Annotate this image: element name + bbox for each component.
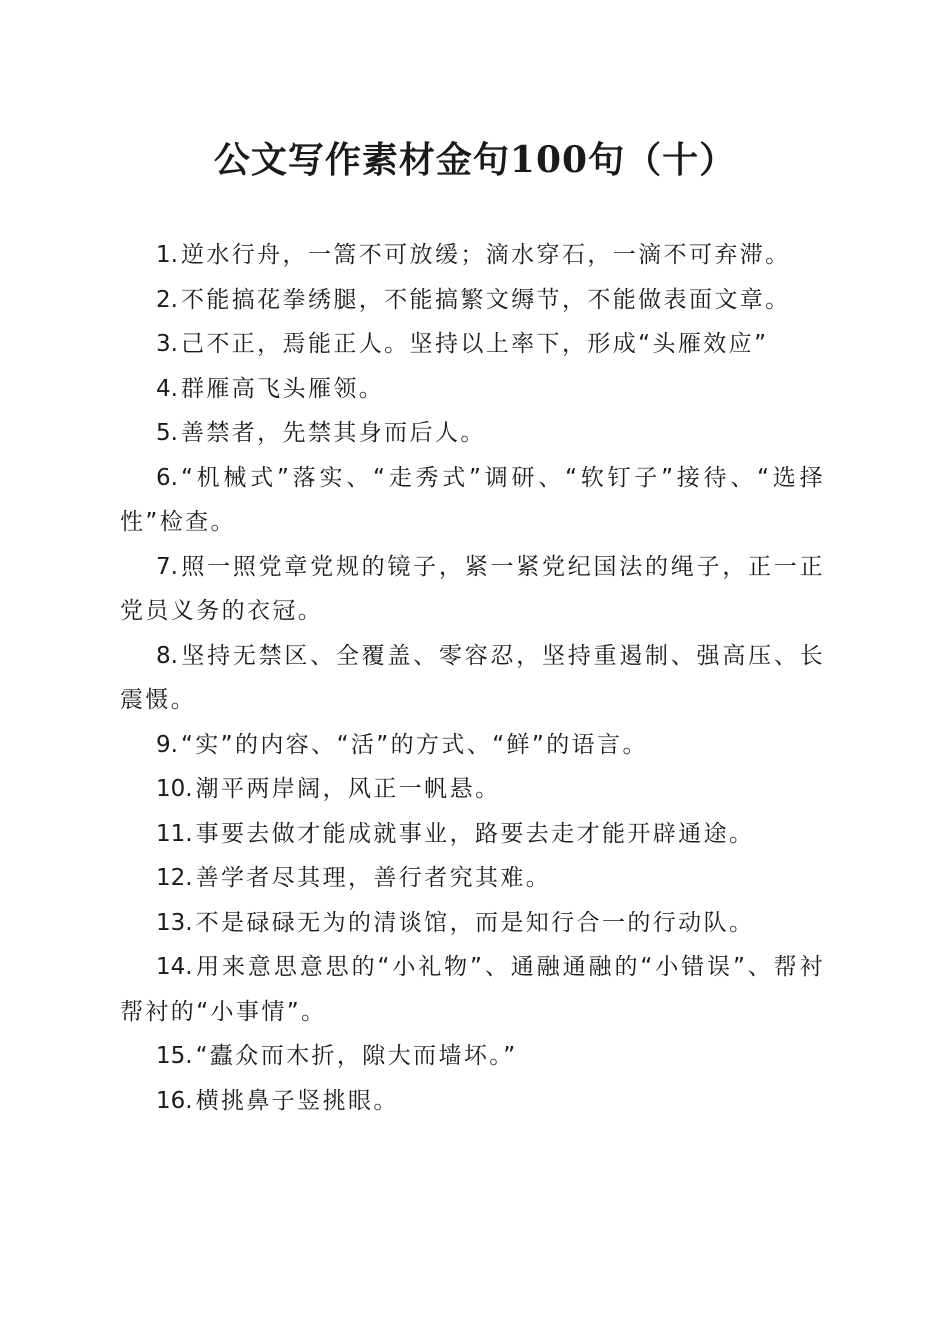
list-item <box>120 545 825 634</box>
list-item <box>120 901 825 946</box>
item-number: 6. <box>156 464 178 491</box>
item-text: “蠹众而木折，隙大而墙坏。” <box>195 1043 518 1069</box>
list-item <box>120 945 825 1034</box>
item-text: 横挑鼻子竖挑眼。 <box>195 1087 399 1114</box>
item-text: “实”的内容、“活”的方式、“鲜”的语言。 <box>180 731 648 758</box>
list-item <box>120 278 825 323</box>
list-item <box>120 812 825 857</box>
list-item <box>120 322 825 367</box>
list-item <box>120 634 825 723</box>
list-item <box>120 456 825 545</box>
item-number: 8. <box>156 642 178 669</box>
item-number: 7. <box>156 553 178 580</box>
item-text: 潮平两岸阔，风正一帆悬。 <box>195 776 501 802</box>
list-item <box>120 367 825 412</box>
item-text: 用来意思意思的“小礼物”、通融通融的“小错误”、帮衬帮衬的“小事情”。 <box>120 954 825 1025</box>
item-text: 照一照党章党规的镜子，紧一紧党纪国法的绳子，正一正党员义务的衣冠。 <box>120 553 825 624</box>
list-item <box>120 1034 825 1079</box>
list-item <box>120 767 825 812</box>
item-text: 群雁高飞头雁领。 <box>180 375 385 402</box>
item-text: 善禁者，先禁其身而后人。 <box>180 420 486 446</box>
item-number: 11. <box>156 820 193 847</box>
item-number: 1. <box>156 242 178 268</box>
list-item <box>120 233 825 278</box>
item-number: 3. <box>156 331 178 357</box>
item-text: 逆水行舟，一篙不可放缓；滴水穿石，一滴不可弃滞。 <box>180 242 791 268</box>
item-number: 14. <box>156 954 193 980</box>
item-text: 事要去做才能成就事业，路要去走才能开辟通途。 <box>195 820 755 847</box>
list-item <box>120 723 825 768</box>
item-number: 5. <box>156 420 178 446</box>
item-text: 坚持无禁区、全覆盖、零容忍，坚持重遏制、强高压、长震慑。 <box>120 642 825 713</box>
item-text: 不是碌碌无为的清谈馆，而是知行合一的行动队。 <box>195 909 755 936</box>
item-text: 己不正，焉能正人。坚持以上率下，形成“头雁效应” <box>180 331 769 357</box>
item-text: 善学者尽其理，善行者究其难。 <box>195 865 552 891</box>
list-item <box>120 856 825 901</box>
item-number: 9. <box>156 731 178 758</box>
item-text: “机械式”落实、“走秀式”调研、“软钉子”接待、“选择性”检查。 <box>120 464 825 535</box>
document-title: 公文写作素材金句100句（十） <box>213 139 737 181</box>
item-number: 2. <box>156 286 178 313</box>
quote-list <box>120 233 825 1123</box>
item-number: 15. <box>156 1043 193 1069</box>
item-number: 4. <box>156 375 178 402</box>
list-item <box>120 1079 825 1124</box>
item-number: 10. <box>156 776 193 802</box>
list-item <box>120 411 825 456</box>
item-number: 16. <box>156 1087 193 1114</box>
item-text: 不能搞花拳绣腿，不能搞繁文缛节，不能做表面文章。 <box>180 286 791 313</box>
item-number: 13. <box>156 909 193 936</box>
item-number: 12. <box>156 865 193 891</box>
